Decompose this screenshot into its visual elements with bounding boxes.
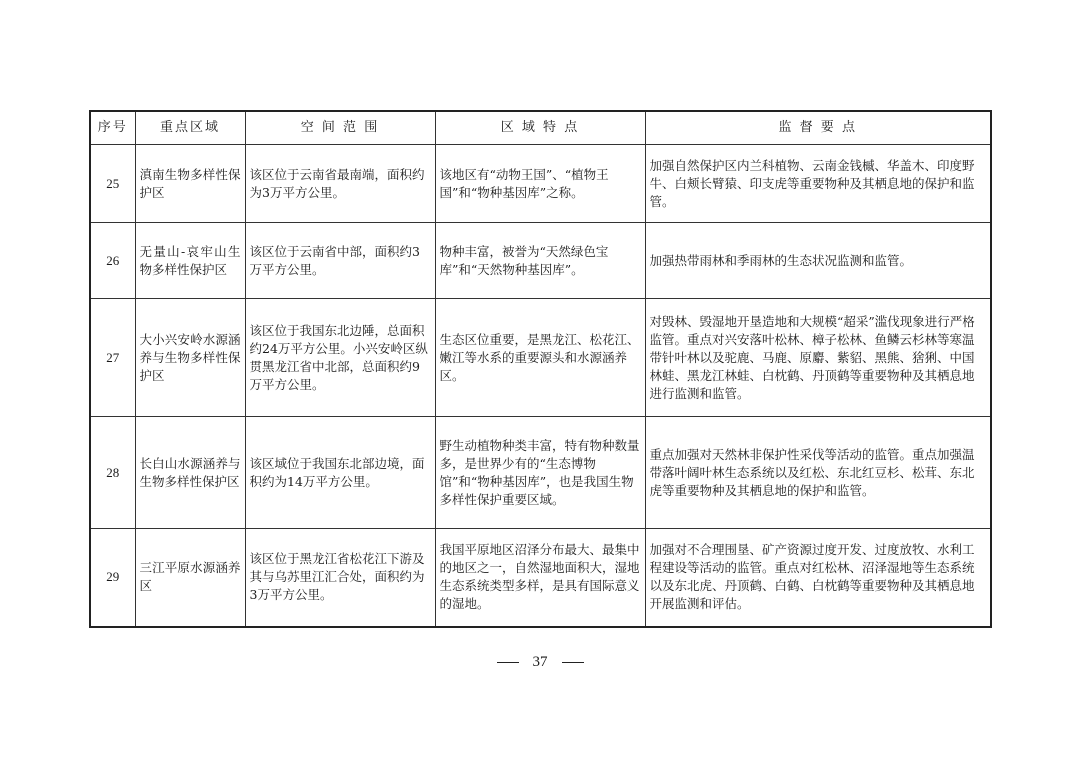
header-no: 序号	[90, 111, 135, 145]
row-region: 无量山-哀牢山生物多样性保护区	[135, 223, 245, 299]
header-scope: 空 间 范 围	[245, 111, 435, 145]
row-number: 28	[90, 417, 135, 529]
page-number: 37	[532, 654, 548, 670]
header-region: 重点区域	[135, 111, 245, 145]
footer-dash-left	[497, 662, 519, 663]
table-row	[90, 417, 991, 529]
row-region: 滇南生物多样性保护区	[135, 145, 245, 223]
row-region: 大小兴安岭水源涵养与生物多样性保护区	[135, 299, 245, 417]
table-row	[90, 529, 991, 627]
regions-table-wrapper	[89, 110, 990, 628]
row-scope: 该区位于云南省最南端，面积约为3万平方公里。	[245, 145, 435, 223]
row-points: 加强对不合理围垦、矿产资源过度开发、过度放牧、水利工程建设等活动的监管。重点对红松林、沼泽湿地等生态系统以及东北虎、丹顶鹤、白鹤、白枕鹤等重要物种及其栖息地开展监测和评估。	[645, 529, 991, 627]
row-number: 27	[90, 299, 135, 417]
table-header-row	[90, 111, 991, 145]
row-scope: 该区域位于我国东北部边境，面积约为14万平方公里。	[245, 417, 435, 529]
row-region: 三江平原水源涵养区	[135, 529, 245, 627]
row-number: 29	[90, 529, 135, 627]
row-feature: 该地区有“动物王国”、“植物王国”和“物种基因库”之称。	[435, 145, 645, 223]
table-row	[90, 299, 991, 417]
footer-dash-right	[562, 662, 584, 663]
row-points: 对毁林、毁湿地开垦造地和大规模“超采”滥伐现象进行严格监管。重点对兴安落叶松林、樟子松林、鱼鳞云杉林等寒温带针叶林以及驼鹿、马鹿、原麝、紫貂、黑熊、猞猁、中国林蛙、黑龙江林蛙、白枕鹤、丹顶鹤等重要物种及其栖息地进行监测和监管。	[645, 299, 991, 417]
page-footer	[0, 654, 1080, 671]
row-scope: 该区位于黑龙江省松花江下游及其与乌苏里江汇合处，面积约为3万平方公里。	[245, 529, 435, 627]
row-feature: 物种丰富，被誉为“天然绿色宝库”和“天然物种基因库”。	[435, 223, 645, 299]
row-points: 加强热带雨林和季雨林的生态状况监测和监管。	[645, 223, 991, 299]
row-points: 加强自然保护区内兰科植物、云南金钱槭、华盖木、印度野牛、白颊长臂猿、印支虎等重要物种及其栖息地的保护和监管。	[645, 145, 991, 223]
row-feature: 野生动植物种类丰富，特有物种数量多，是世界少有的“生态博物馆”和“物种基因库”，也是我国生物多样性保护重要区域。	[435, 417, 645, 529]
row-scope: 该区位于我国东北边陲，总面积约24万平方公里。小兴安岭区纵贯黑龙江省中北部，总面积约9万平方公里。	[245, 299, 435, 417]
row-number: 25	[90, 145, 135, 223]
row-number: 26	[90, 223, 135, 299]
regions-table	[89, 110, 992, 628]
row-region: 长白山水源涵养与生物多样性保护区	[135, 417, 245, 529]
header-feature: 区 域 特 点	[435, 111, 645, 145]
row-feature: 生态区位重要，是黑龙江、松花江、嫩江等水系的重要源头和水源涵养区。	[435, 299, 645, 417]
table-row	[90, 223, 991, 299]
row-points: 重点加强对天然林非保护性采伐等活动的监管。重点加强温带落叶阔叶林生态系统以及红松、东北红豆杉、松茸、东北虎等重要物种及其栖息地的保护和监管。	[645, 417, 991, 529]
table-row	[90, 145, 991, 223]
row-feature: 我国平原地区沼泽分布最大、最集中的地区之一，自然湿地面积大，湿地生态系统类型多样，是具有国际意义的湿地。	[435, 529, 645, 627]
header-points: 监 督 要 点	[645, 111, 991, 145]
row-scope: 该区位于云南省中部，面积约3万平方公里。	[245, 223, 435, 299]
